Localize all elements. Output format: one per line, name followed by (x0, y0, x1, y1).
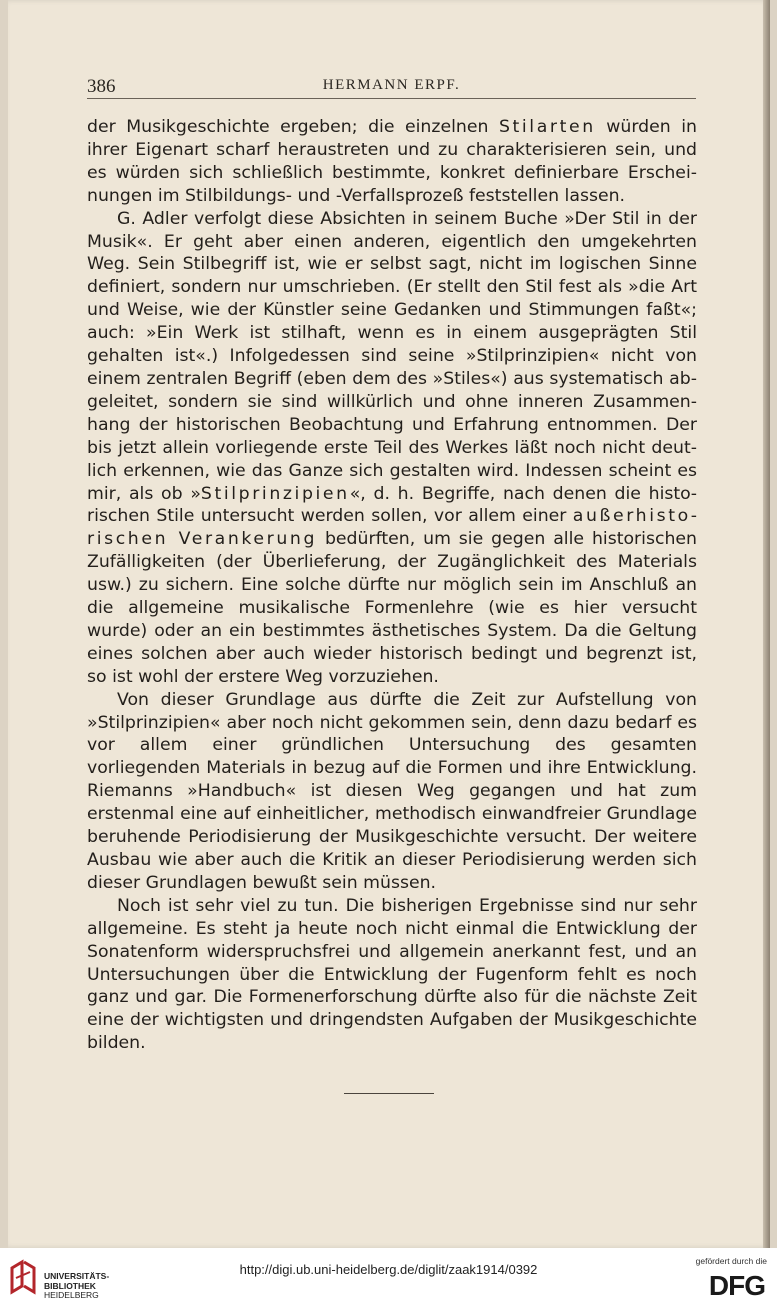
paragraph-4: Noch ist sehr viel zu tun. Die bisherigen Ergebnisse sind nur sehr allgemeine. Es steht ja heute noch nicht einmal die Entwicklung der Sonatenform widerspruchsfrei und allgemein anerkannt fest, und an Untersuchungen über die Entwicklung der Fugenform fehlt es noch ganz und gar. Die Formenerforschung dürfte also für die nächste Zeit eine der wichtigsten und dringendsten Aufgaben der Musikgeschichte bilden. (87, 895, 697, 1054)
text-run: bedürften, um sie gegen alle historischen Zufälligkeiten (der Überlieferung, der Zugänglichkeit des Materials usw.) zu sichern. Eine solche dürfte nur möglich sein im Anschluß an die allgemeine musikalische Formenlehre (wie es hier versucht wurde) oder an ein bestimmtes ästhetisches System. Da die Geltung eines solchen aber auch wieder historisch bedingt und begrenzt ist, so ist wohl der erstere Weg vorzuziehen. (87, 529, 698, 687)
permalink-url[interactable]: http://digi.ub.uni-heidelberg.de/diglit/zaak1914/0392 (239, 1262, 538, 1277)
library-name-line-3: HEIDELBERG (44, 1290, 99, 1300)
paragraph-3: Von dieser Grundlage aus dürfte die Zeit zur Aufstellung von »Stilprinzipien« aber noch nicht gekommen sein, denn dazu bedarf es vor allem einer gründlichen Untersuchung des gesamten vorliegenden Materials in bezug auf die Formen und ihre Entwicklung. Riemanns »Handbuch« ist diesen Weg gegangen und hat zum erstenmal eine auf einheitlicher, methodisch einwandfreier Grundlage beruhende Periodisierung der Musikgeschichte versucht. Der weitere Ausbau wie aber auch die Kritik an dieser Periodisierung werden sich dieser Grundlagen bewußt sein müssen. (87, 689, 697, 893)
running-title: HERMANN ERPF. (322, 77, 461, 93)
funder-label: gefördert durch die (695, 1256, 767, 1266)
paragraph-2 (87, 208, 697, 689)
text-run: G. Adler verfolgt diese Absichten in seinem Buche »Der Stil in der Musik«. Er geht aber einen anderen, eigentlich den umgekehrten Weg. Sein Stilbegriff ist, wie er selbst sagt, nicht im logischen Sinne definiert, sondern nur umschrieben. (Er stellt den Stil fest als »die Art und Weise, wie der Künstler seine Gedanken und Stimmungen faßt«; auch: »Ein Werk ist stilhaft, wenn es in einem ausgeprägten Stil gehalten ist«.) Infolgedessen sind seine »Stilprinzipien« nicht von einem zentralen Begriff (eben dem des »Stiles«) aus systematisch abgeleitet, sondern sie sind willkürlich und ohne inneren Zusammenhang der historischen Beobachtung und Erfahrung entnommen. Der bis jetzt allein vorliegende erste Teil des Werkes läßt noch nicht deutlich erkennen, wie das Ganze sich gestalten wird. Indessen scheint es mir, als ob » (87, 208, 697, 504)
end-rule (344, 1093, 434, 1094)
text-run: «, d. h. Begriffe, nach denen die historischen Stile untersucht werden sollen, vor allem einer (87, 483, 697, 527)
text-run: der Musikgeschichte ergeben; die einzelnen (87, 117, 499, 137)
dfg-logo[interactable]: DFG (708, 1270, 765, 1301)
spaced-emphasis: Stilprinzipien (200, 483, 350, 504)
text-run: würden in ihrer Eigenart scharf heraustreten und zu charakterisieren sein, und es würden sich schließlich bestimmte, konkret definierbare Erscheinungen im Stilbildungs- und -Verfallsprozeß feststellen lassen. (87, 117, 698, 206)
body-text (87, 116, 697, 1055)
footer-bar (0, 1248, 777, 1305)
library-name-line-1: UNIVERSITÄTS- (44, 1271, 110, 1281)
library-name-line-2: BIBLIOTHEK (44, 1280, 96, 1291)
page-header (87, 74, 696, 99)
page-edge-shadow (763, 0, 770, 1248)
page-number: 386 (87, 76, 116, 97)
spaced-emphasis: außerhistorischen Verankerung (87, 506, 697, 550)
spaced-emphasis: Stilarten (498, 117, 596, 137)
paragraph-1 (87, 116, 697, 208)
